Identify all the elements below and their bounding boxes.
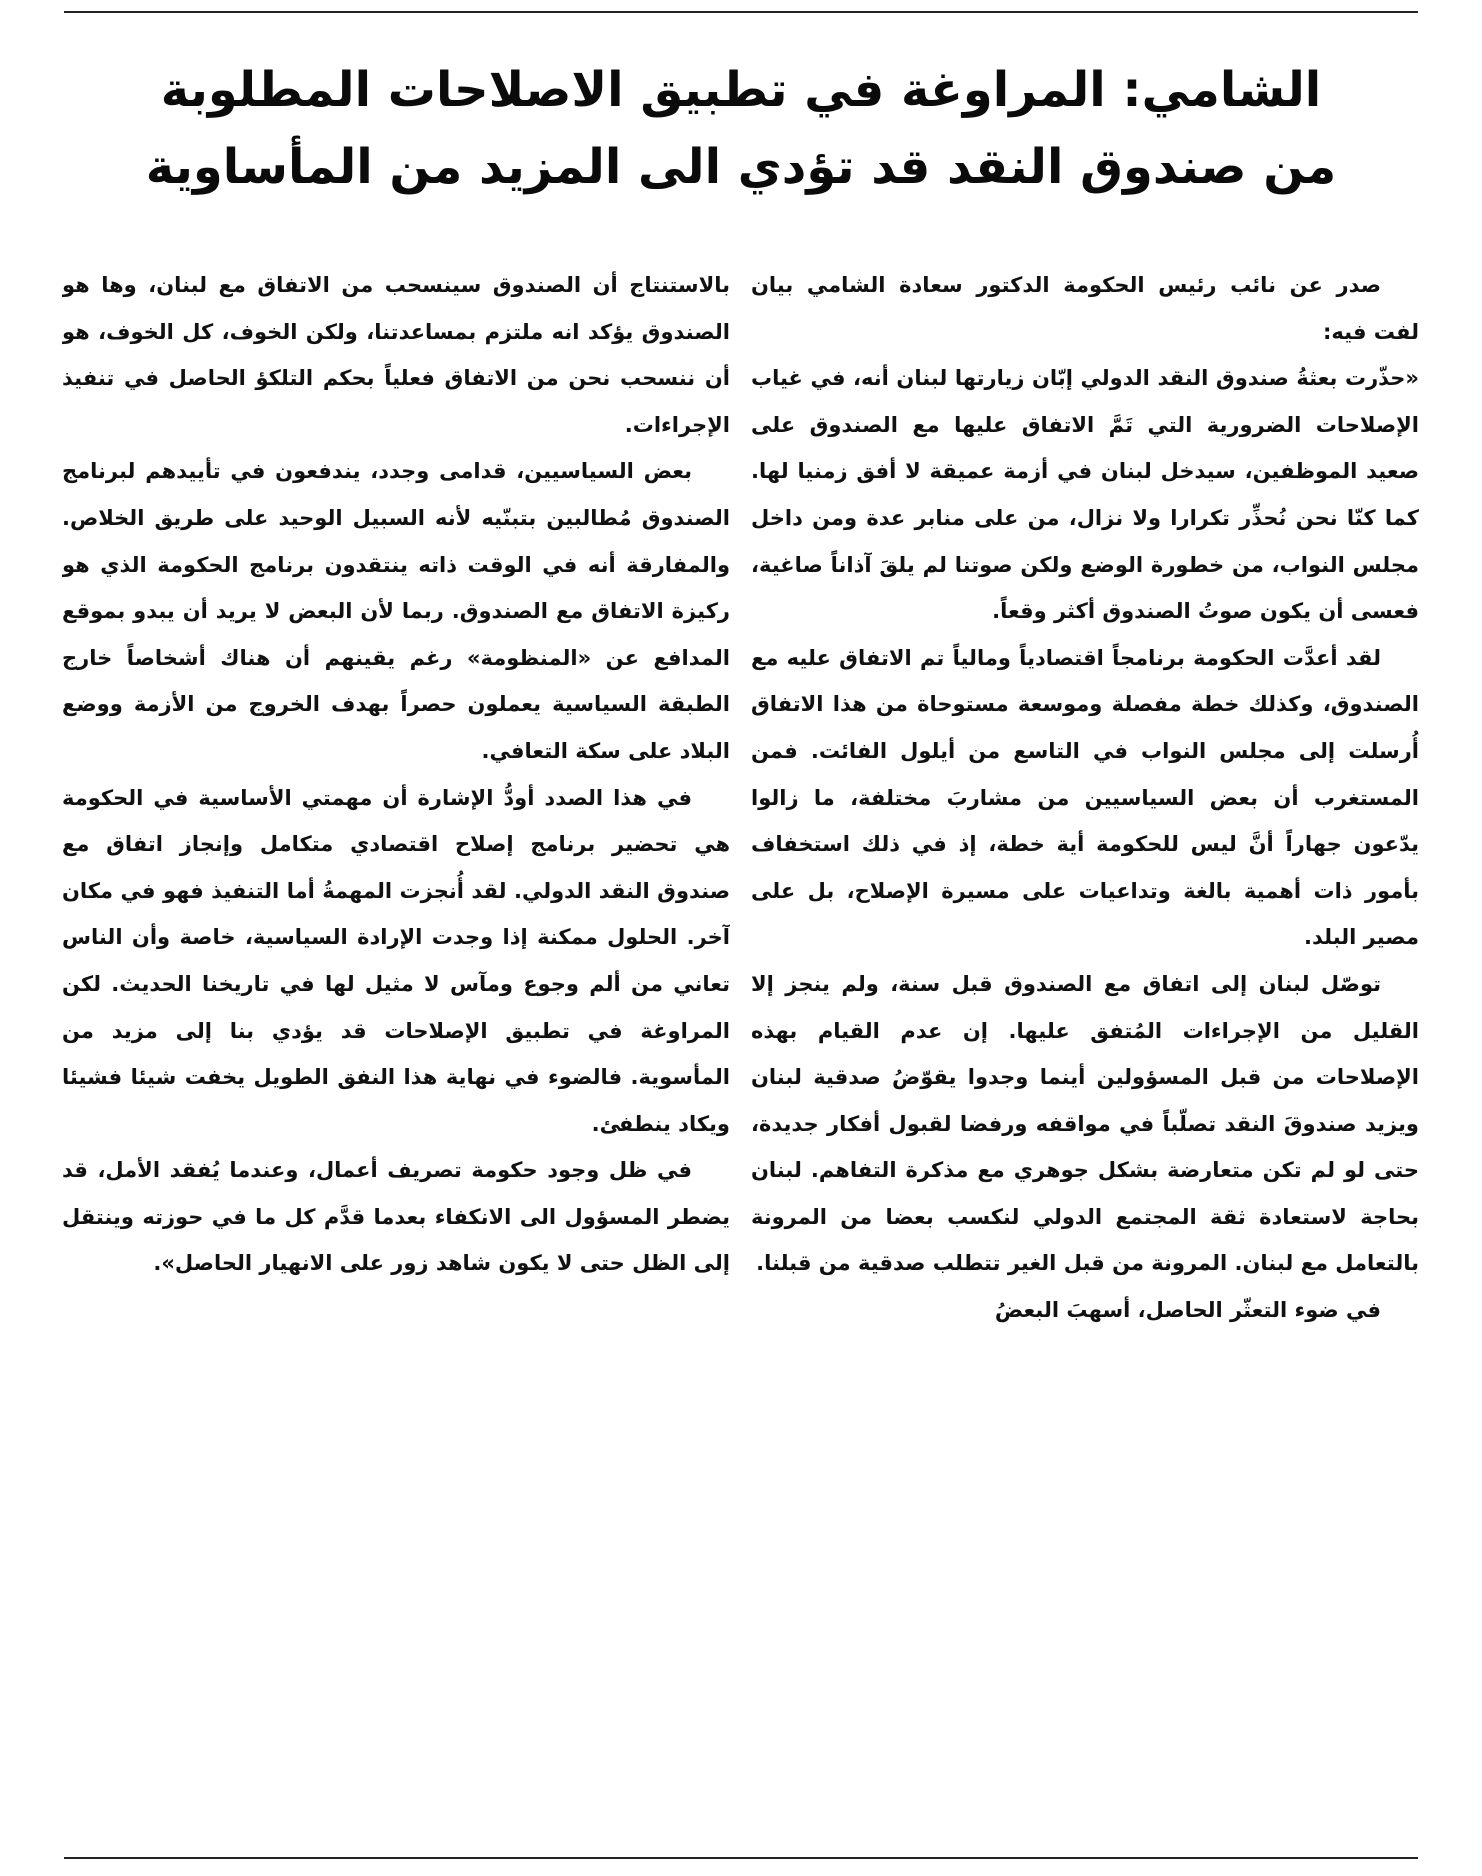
paragraph: توصّل لبنان إلى اتفاق مع الصندوق قبل سنة، ولم ينجز إلا القليل من الإجراءات المُتفق عليها. إن عدم القيام بهذه الإصلاحات من قبل المسؤولين أينما وجدوا يقوّضُ صدقية لبنان ويزيد صندوقَ النقد تصلّباً في مواقفه ورفضا لقبول أفكار جديدة، حتى لو لم تكن متعارضة بشكل جوهري مع مذكرة التفاهم. لبنان بحاجة لاستعادة ثقة المجتمع الدولي لنكسب بعضا من المرونة بالتعامل مع لبنان. المرونة من قبل الغير تتطلب صدقية من قبلنا. (751, 971, 1419, 1276)
paragraph: في هذا الصدد أودُّ الإشارة أن مهمتي الأساسية في الحكومة هي تحضير برنامج إصلاح اقتصادي متكامل وإنجاز اتفاق مع صندوق النقد الدولي. لقد أُنجزت المهمةُ أما التنفيذ فهو في مكان آخر. الحلول ممكنة إذا وجدت الإرادة السياسية، خاصة وأن الناس تعاني من ألم وجوع ومآس لا مثيل لها في تاريخنا الحديث. لكن المراوغة في تطبيق الإصلاحات قد يؤدي بنا إلى مزيد من المأسوية. فالضوء في نهاية هذا النفق الطويل يخفت شيئا فشيئا ويكاد ينطفئ. (62, 785, 730, 1136)
headline-line-2: من صندوق النقد قد تؤدي الى المزيد من المأساوية (145, 139, 1337, 195)
paragraph: في ضوء التعثّر الحاصل، أسهبَ البعضُ (994, 1298, 1381, 1323)
paragraph: بالاستنتاج أن الصندوق سينسحب من الاتفاق مع لبنان، وها هو الصندوق يؤكد انه ملتزم بمساعدتنا، ولكن الخوف، كل الخوف، هو أن ننسحب نحن من الاتفاق فعلياً بحكم التلكؤ الحاصل في تنفيذ الإجراءات. (62, 273, 730, 437)
paragraph: في ظل وجود حكومة تصريف أعمال، وعندما يُفقد الأمل، قد يضطر المسؤول الى الانكفاء بعدما قدَّم كل ما في حوزته وينتقل إلى الظل حتى لا يكون شاهد زور على الانهيار الحاصل». (62, 1158, 730, 1276)
article-column-right (751, 262, 1419, 1842)
headline-line-1: الشامي: المراوغة في تطبيق الاصلاحات المطلوبة (160, 62, 1322, 118)
paragraph: لقد أعدَّت الحكومة برنامجاً اقتصادياً ومالياً تم الاتفاق عليه مع الصندوق، وكذلك خطة مفصلة وموسعة مستوحاة من هذا الاتفاق أُرسلت إلى مجلس النواب في التاسع من أيلول الفائت. فمن المستغرب أن بعض السياسيين من مشاربَ مختلفة، ما زالوا يدّعون جهاراً أنَّ ليس للحكومة أية خطة، إذ في ذلك استخفاف بأمور ذات أهمية بالغة وتداعيات على مسيرة الإصلاح، بل على مصير البلد. (751, 645, 1419, 950)
headline (110, 52, 1372, 206)
paragraph: «حذّرت بعثةُ صندوق النقد الدولي إبّان زيارتها لبنان أنه، في غياب الإصلاحات الضرورية التي تَمَّ الاتفاق عليها مع الصندوق على صعيد الموظفين، سيدخل لبنان في أزمة عميقة لا أفق زمنيا لها. كما كنّا نحن نُحذِّر تكرارا ولا نزال، من على منابر عدة ومن داخل مجلس النواب، من خطورة الوضع ولكن صوتنا لم يلقَ آذاناً صاغية، فعسى أن يكون صوتُ الصندوق أكثر وقعاً. (751, 366, 1419, 624)
bottom-rule (64, 1857, 1418, 1859)
paragraph: بعض السياسيين، قدامى وجدد، يندفعون في تأييدهم لبرنامج الصندوق مُطالبين بتبنّيه لأنه السبيل الوحيد على طريق الخلاص. والمفارقة أنه في الوقت ذاته ينتقدون برنامج الحكومة الذي هو ركيزة الاتفاق مع الصندوق. ربما لأن البعض لا يريد أن يبدو بموقع المدافع عن «المنظومة» رغم يقينهم أن هناك أشخاصاً خارج الطبقة السياسية يعملون حصراً بهدف الخروج من الأزمة ووضع البلاد على سكة التعافي. (62, 459, 730, 763)
article-column-left (62, 262, 730, 1842)
top-rule (64, 11, 1418, 13)
paragraph: صدر عن نائب رئيس الحكومة الدكتور سعادة الشامي بيان لفت فيه: (751, 273, 1419, 344)
